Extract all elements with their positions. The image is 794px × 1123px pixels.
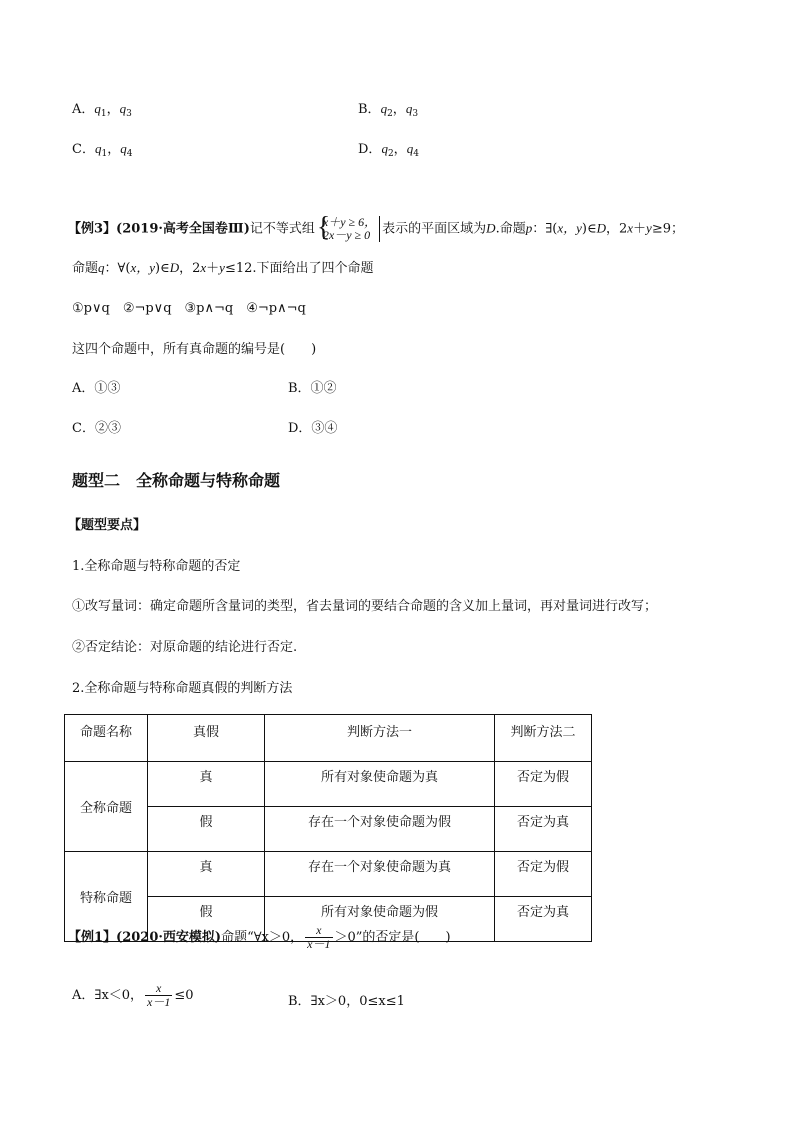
- example1-option-a: [72, 982, 194, 1009]
- fraction: [145, 982, 172, 1009]
- var: x: [627, 220, 634, 236]
- var: q: [405, 101, 413, 116]
- option-label: D．: [358, 142, 382, 157]
- example3-option-d: D．③④: [288, 421, 338, 436]
- table-cell: 否定为假: [495, 852, 592, 897]
- table-cell: 否定为假: [495, 762, 592, 807]
- fraction: [305, 924, 332, 951]
- var: q: [381, 141, 388, 156]
- text: 表示的平面区域为: [382, 221, 487, 237]
- denominator: x－1: [307, 937, 331, 951]
- table-cell: 假: [148, 897, 265, 942]
- system-row: 2x－y ≥ 0: [322, 228, 371, 242]
- example-tag: 【例1】: [68, 930, 117, 945]
- var: D: [169, 260, 180, 275]
- example3-line1: [68, 212, 684, 243]
- item-1b: ②否定结论：对原命题的结论进行否定.: [72, 640, 298, 655]
- numerator: x: [305, 924, 332, 938]
- sep: ，: [392, 102, 406, 117]
- text: )∈: [581, 221, 597, 237]
- table-header: 命题名称: [65, 715, 148, 762]
- var: q: [120, 141, 127, 156]
- text: )∈: [154, 261, 170, 276]
- option-label: C．: [72, 142, 95, 157]
- var: x，y: [557, 220, 582, 236]
- numerator: x: [145, 982, 172, 996]
- table-cell: 所有对象使命题为真: [265, 762, 495, 807]
- var: x: [200, 260, 207, 275]
- var: p: [525, 220, 533, 236]
- judgment-table: [64, 714, 592, 942]
- subscript: 4: [126, 149, 133, 159]
- var: q: [119, 101, 127, 116]
- text: ＞0”的否定是( ): [334, 930, 451, 945]
- option-label: A．: [72, 102, 95, 117]
- item-2: 2.全称命题与特称命题真假的判断方法: [72, 681, 293, 696]
- item-1: 1.全称命题与特称命题的否定: [72, 559, 241, 574]
- subscript: 1: [101, 149, 108, 159]
- points-label: 【题型要点】: [68, 518, 147, 533]
- var: x，y: [130, 260, 155, 275]
- subscript: 4: [413, 149, 419, 159]
- system-row: x＋y ≥ 6，: [322, 215, 377, 229]
- text: 命题: [72, 261, 99, 276]
- option-c: [72, 138, 132, 159]
- var: q: [94, 141, 102, 156]
- var: y: [646, 220, 652, 236]
- text: 记不等式组: [249, 221, 315, 237]
- text: ：∃(: [532, 221, 558, 237]
- text: A．∃x＜0，: [72, 988, 144, 1003]
- example3-option-c: C．②③: [72, 421, 121, 436]
- var: q: [94, 101, 101, 116]
- table-row: [65, 852, 592, 897]
- table-cell: 真: [148, 852, 265, 897]
- table-cell: 所有对象使命题为假: [265, 897, 495, 942]
- option-a: [72, 98, 132, 119]
- text: ，2: [605, 221, 628, 237]
- option-b: [358, 98, 418, 119]
- brace: {: [316, 212, 331, 243]
- table-header-row: [65, 715, 592, 762]
- option-label: B．: [358, 102, 381, 117]
- subscript: 1: [100, 109, 107, 119]
- sep: ，: [393, 142, 407, 157]
- subscript: 3: [412, 109, 419, 119]
- table-cell-group: 全称命题: [65, 762, 148, 852]
- example3-line2: [72, 257, 374, 276]
- option-d: [358, 138, 419, 159]
- text: ：∀(: [104, 261, 131, 276]
- text: ≤12.下面给出了四个命题: [224, 261, 374, 276]
- text: 命题“∀x＞0，: [221, 930, 304, 945]
- inequality-system: [316, 212, 380, 243]
- section-title: 题型二 全称命题与特称命题: [72, 471, 281, 490]
- text: ≤0: [174, 988, 194, 1003]
- text: .命题: [495, 221, 526, 237]
- var: y: [219, 260, 225, 275]
- example-source: (2020·西安模拟): [116, 930, 222, 945]
- table-cell: 真: [148, 762, 265, 807]
- system-bar: [379, 216, 380, 242]
- example3-option-a: A．①③: [72, 381, 121, 396]
- table-header: 判断方法二: [495, 715, 592, 762]
- table-cell: 否定为真: [495, 897, 592, 942]
- var: D: [486, 220, 496, 236]
- subscript: 2: [387, 149, 394, 159]
- sep: ，: [106, 102, 120, 117]
- text: ，2: [179, 261, 201, 276]
- table-header: 真假: [148, 715, 265, 762]
- var: q: [98, 260, 105, 275]
- example3-question: 这四个命题中，所有真命题的编号是( ): [72, 342, 317, 357]
- denominator: x－1: [147, 995, 171, 1009]
- var: D: [596, 220, 606, 236]
- text: ≥9；: [651, 221, 684, 237]
- table-row: [65, 762, 592, 807]
- table-header: 判断方法一: [265, 715, 495, 762]
- example-tag: 【例3】: [68, 221, 117, 237]
- table-cell-group: 特称命题: [65, 852, 148, 942]
- subscript: 2: [387, 109, 393, 119]
- text: ＋: [633, 221, 647, 237]
- table-cell: 存在一个对象使命题为假: [265, 807, 495, 852]
- var: q: [406, 141, 414, 156]
- subscript: 3: [126, 109, 132, 119]
- text: ＋: [206, 261, 220, 276]
- sep: ，: [107, 142, 121, 157]
- example1-line: [68, 924, 451, 951]
- table-cell: 否定为真: [495, 807, 592, 852]
- item-1a: ①改写量词：确定命题所含量词的类型，省去量词的要结合命题的含义加上量词，再对量词进行改写；: [72, 599, 658, 614]
- example-source: (2019·高考全国卷Ⅲ): [116, 221, 250, 237]
- example1-option-b: B．∃x＞0，0≤x≤1: [288, 994, 405, 1009]
- table-cell: 存在一个对象使命题为真: [265, 852, 495, 897]
- example3-option-b: B．①②: [288, 381, 337, 396]
- table-cell: 假: [148, 807, 265, 852]
- var: q: [380, 101, 388, 116]
- example3-propositions: ①p∨q ②¬p∨q ③p∧¬q ④¬p∧¬q: [72, 301, 306, 316]
